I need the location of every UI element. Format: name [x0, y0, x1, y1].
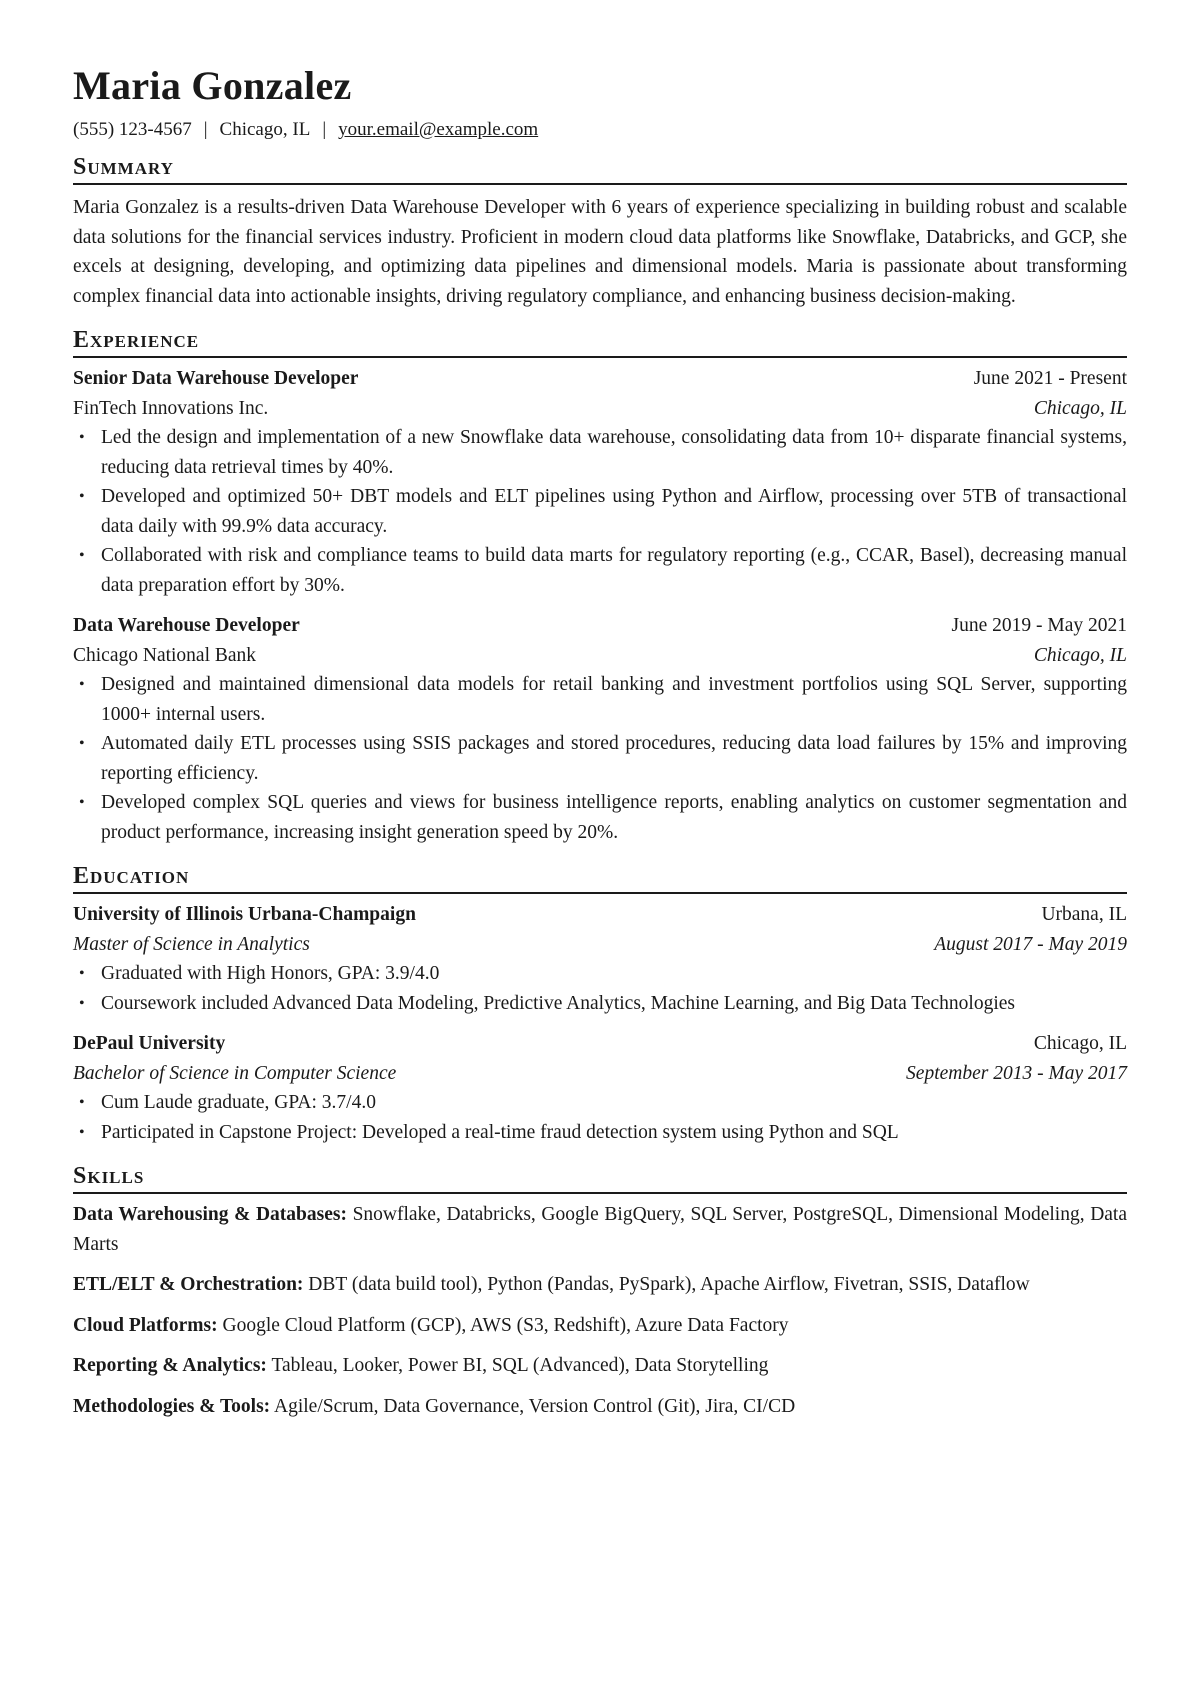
skill-value: Tableau, Looker, Power BI, SQL (Advanced), Data Storytelling — [271, 1355, 769, 1376]
job-header-row — [73, 611, 1127, 641]
skill-label: Cloud Platforms: — [73, 1314, 218, 1336]
job-role: Data Warehouse Developer — [73, 615, 300, 636]
job-entry — [73, 364, 1127, 600]
skill-line — [73, 1200, 1127, 1259]
job-company: Chicago National Bank — [73, 644, 257, 666]
summary-text: Maria Gonzalez is a results-driven Data Warehouse Developer with 6 years of experience specializing in building robust and scalable data solutions for the financial services industry. Proficient in modern cloud data platforms like Snowflake, Databricks, and GCP, she excels at designing, developing, and optimizing data pipelines and dimensional models. Maria is passionate about transforming complex financial data into actionable insights, driving regulatory compliance, and enhancing business decision-making. — [73, 197, 1127, 307]
school-name: DePaul University — [73, 1033, 226, 1054]
skill-line — [73, 1270, 1127, 1300]
job-bullets — [73, 423, 1127, 600]
resume-page — [73, 56, 1127, 1421]
skill-label: ETL/ELT & Orchestration: — [73, 1274, 304, 1295]
job-bullet: • Designed and maintained dimensional data models for retail banking and investment portfolios using SQL Server, supporting 1000+ internal users. — [73, 670, 1127, 729]
skill-value: Snowflake, Databricks, Google BigQuery, SQL Server, PostgreSQL, Dimensional Modeling, Data Marts — [73, 1204, 1128, 1255]
school-entry — [73, 1029, 1127, 1147]
school-bullet: • Coursework included Advanced Data Modeling, Predictive Analytics, Machine Learning, and Big Data Technologies — [73, 989, 1127, 1019]
job-dates: June 2019 - May 2021 — [951, 615, 1127, 636]
school-location: Urbana, IL — [1041, 904, 1127, 925]
skill-label: Methodologies & Tools: — [73, 1395, 271, 1417]
school-entry — [73, 900, 1127, 1018]
job-bullet: • Developed and optimized 50+ DBT models and ELT pipelines using Python and Airflow, processing over 5TB of transactional data daily with 99.9% data accuracy. — [73, 482, 1127, 541]
school-dates: August 2017 - May 2019 — [934, 933, 1127, 955]
skill-value: Google Cloud Platform (GCP), AWS (S3, Redshift), Azure Data Factory — [222, 1314, 789, 1336]
section-title-experience: Experience — [73, 325, 1127, 358]
school-bullet: • Participated in Capstone Project: Developed a real-time fraud detection system using Python and SQL — [73, 1118, 1127, 1148]
skill-label: Reporting & Analytics: — [73, 1355, 267, 1376]
school-degree: Bachelor of Science in Computer Science — [73, 1062, 397, 1084]
school-dates: September 2013 - May 2017 — [906, 1062, 1127, 1084]
section-title-summary: Summary — [73, 152, 1127, 185]
job-company-row — [73, 641, 1127, 671]
school-header-row — [73, 900, 1127, 930]
school-degree: Master of Science in Analytics — [73, 933, 310, 955]
candidate-name: Maria Gonzalez — [73, 63, 352, 108]
job-location: Chicago, IL — [1033, 644, 1127, 666]
school-bullets — [73, 959, 1127, 1018]
job-bullets — [73, 670, 1127, 847]
section-title-education: Education — [73, 861, 1127, 894]
school-degree-row — [73, 930, 1127, 960]
phone-number: (555) 123-4567 — [73, 119, 192, 140]
school-bullet: • Graduated with High Honors, GPA: 3.9/4.0 — [73, 959, 1127, 989]
skill-value: DBT (data build tool), Python (Pandas, PySpark), Apache Airflow, Fivetran, SSIS, Dataflow — [308, 1274, 1030, 1295]
job-company-row — [73, 394, 1127, 424]
skill-line — [73, 1392, 1127, 1422]
contact-line — [73, 116, 1127, 144]
school-bullet: • Cum Laude graduate, GPA: 3.7/4.0 — [73, 1088, 1127, 1118]
job-company: FinTech Innovations Inc. — [73, 397, 269, 419]
skill-line — [73, 1351, 1127, 1381]
school-bullets — [73, 1088, 1127, 1147]
job-dates: June 2021 - Present — [973, 368, 1127, 389]
summary-section — [73, 152, 1127, 311]
job-role: Senior Data Warehouse Developer — [73, 368, 359, 389]
email-link[interactable]: your.email@example.com — [338, 119, 539, 140]
skill-line — [73, 1311, 1127, 1341]
contact-separator: | — [203, 119, 208, 140]
school-name: University of Illinois Urbana-Champaign — [73, 904, 416, 925]
school-location: Chicago, IL — [1033, 1033, 1127, 1054]
job-bullet: • Collaborated with risk and compliance teams to build data marts for regulatory reporting (e.g., CCAR, Basel), decreasing manual data preparation effort by 30%. — [73, 541, 1127, 600]
skill-label: Data Warehousing & Databases: — [73, 1204, 347, 1225]
job-bullet: • Developed complex SQL queries and views for business intelligence reports, enabling analytics on customer segmentation and product performance, increasing insight generation speed by 20%. — [73, 788, 1127, 847]
job-header-row — [73, 364, 1127, 394]
location-text: Chicago, IL — [219, 119, 311, 140]
job-entry — [73, 611, 1127, 847]
skills-section — [73, 1161, 1127, 1421]
school-header-row — [73, 1029, 1127, 1059]
job-location: Chicago, IL — [1033, 397, 1127, 419]
education-section — [73, 861, 1127, 1147]
experience-section — [73, 325, 1127, 847]
skill-value: Agile/Scrum, Data Governance, Version Control (Git), Jira, CI/CD — [274, 1395, 796, 1417]
job-bullet: • Automated daily ETL processes using SSIS packages and stored procedures, reducing data load failures by 15% and improving reporting efficiency. — [73, 729, 1127, 788]
section-title-skills: Skills — [73, 1161, 1127, 1194]
job-bullet: • Led the design and implementation of a new Snowflake data warehouse, consolidating data from 10+ disparate financial systems, reducing data retrieval times by 40%. — [73, 423, 1127, 482]
school-degree-row — [73, 1059, 1127, 1089]
contact-separator: | — [322, 119, 327, 140]
